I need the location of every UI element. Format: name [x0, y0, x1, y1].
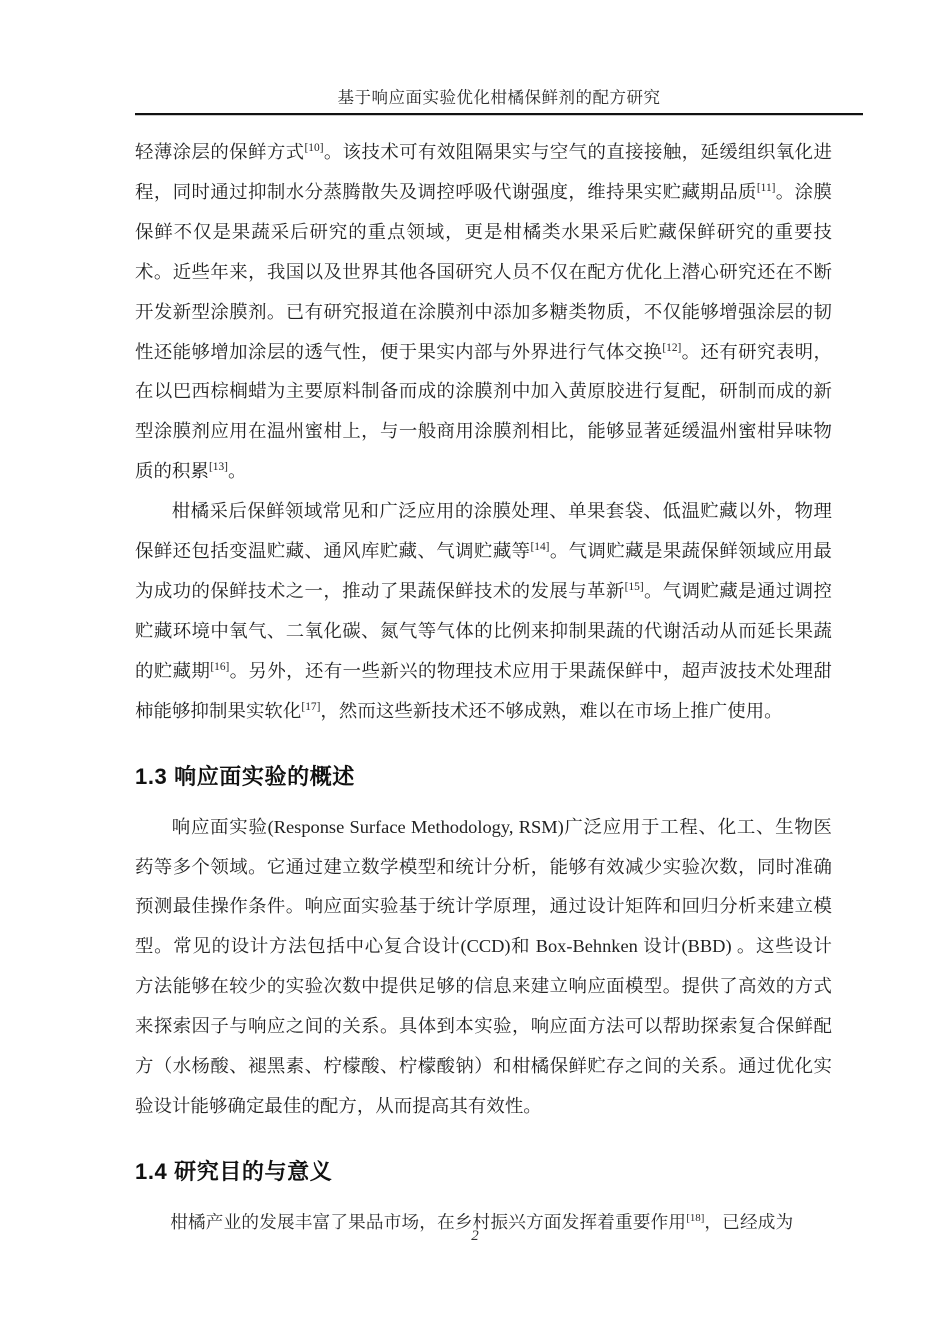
- paragraph-3-latin-rsm: (Response Surface Methodology, RSM): [267, 816, 564, 837]
- page-header: [135, 88, 863, 116]
- citation-ref-13: [13]: [208, 461, 228, 474]
- paragraph-3-text-3: 和: [510, 936, 536, 957]
- spacer-before-heading-1-3: [135, 732, 832, 762]
- paragraph-1-text-2: 。该技术可有效阻隔果实与空气的直接接触，延缓组织氧化进程，同时通过抑制水分蒸腾散失及调控呼吸代谢强度，维持果实贮藏期品质: [135, 142, 833, 202]
- paragraph-3-text-5: 。这些设计方法能够在较少的实验次数中提供足够的信息来建立响应面模型。提供了高效的方式来探索因子与响应之间的关系。具体到本实验，响应面方法可以帮助探索复合保鲜配方（水杨酸、褪黑素、柠檬酸、柠檬酸钠）和柑橘保鲜贮存之间的关系。通过优化实验设计能够确定最佳的配方，从而提高其有效性。: [135, 936, 832, 1116]
- running-title: 基于响应面实验优化柑橘保鲜剂的配方研究: [337, 88, 661, 107]
- paragraph-2-text-3: 。气调贮藏是通过调控贮藏环境中氧气、二氧化碳、氮气等气体的比例来抑制果蔬的代谢活动从而延长果蔬的贮藏期: [135, 580, 832, 681]
- spacer-before-heading-1-4: [135, 1127, 832, 1157]
- heading-section-1-4: 1.4 研究目的与意义: [135, 1158, 333, 1184]
- citation-ref-14: [14]: [530, 540, 550, 553]
- heading-section-1-3: 1.3 响应面实验的概述: [135, 763, 355, 789]
- paragraph-1-text-5: 。: [227, 461, 247, 482]
- paragraph-1-text-1: 轻薄涂层的保鲜方式: [135, 142, 305, 162]
- citation-ref-12: [12]: [662, 341, 682, 354]
- paragraph-3-latin-bbd: (BBD): [681, 936, 732, 957]
- spacer-after-heading-1-4: [135, 1187, 832, 1203]
- paragraph-1-text-4: 。还有研究表明，在以巴西棕榈蜡为主要原料制备而成的涂膜剂中加入黄原胶进行复配，研制而成的新型涂膜剂应用在温州蜜柑上，与一般商用涂膜剂相比，能够显著延缓温州蜜柑异味物质的积累: [135, 341, 832, 482]
- paragraph-2-text-4: 。另外，还有一些新兴的物理技术应用于果蔬保鲜中，超声波技术处理甜柿能够抑制果实软化: [135, 660, 833, 721]
- page-number: 2: [471, 1228, 479, 1244]
- paragraph-3-text-2: 广泛应用于工程、化工、生物医药等多个领域。它通过建立数学模型和统计分析，能够有效减少实验次数，同时准确预测最佳操作条件。响应面实验基于统计学原理，通过设计矩阵和回归分析来建立模型。常见的设计方法包括中心复合设计: [135, 816, 832, 957]
- citation-ref-18: [18]: [686, 1211, 705, 1224]
- citation-ref-17: [17]: [301, 700, 321, 713]
- spacer-after-heading-1-3: [135, 792, 832, 808]
- citation-ref-15: [15]: [624, 580, 644, 593]
- paragraph-2-text-2: 。气调贮藏是果蔬保鲜领域应用最为成功的保鲜技术之一，推动了果蔬保鲜技术的发展与革新: [135, 541, 832, 601]
- paragraph-4-text-2: ，已经成为: [704, 1211, 794, 1232]
- citation-ref-16: [16]: [210, 660, 230, 673]
- paragraph-2-text-5: ，然而这些新技术还不够成熟，难以在市场上推广使用。: [320, 700, 783, 721]
- paragraph-3: [135, 808, 832, 1127]
- header-rule-divider: [135, 113, 863, 116]
- page-body: [135, 133, 832, 1243]
- paragraph-1-text-3: 。涂膜保鲜不仅是果蔬采后研究的重点领域，更是柑橘类水果采后贮藏保鲜研究的重要技术。近些年来，我国以及世界其他各国研究人员不仅在配方优化上潜心研究还在不断开发新型涂膜剂。已有研究报道在涂膜剂中添加多糖类物质，不仅能够增强涂层的韧性还能够增加涂层的透气性，便于果实内部与外界进行气体交换: [135, 181, 832, 362]
- paragraph-1: [135, 133, 832, 492]
- citation-ref-11: [11]: [756, 181, 776, 194]
- citation-ref-10: [10]: [304, 141, 324, 154]
- paragraph-3-text-1: 响应面实验: [171, 816, 268, 837]
- paragraph-3-latin-boxbehnken: Box-Behnken: [535, 936, 638, 957]
- paragraph-3-latin-ccd: (CCD): [460, 936, 511, 957]
- paragraph-2-text-1: 柑橘采后保鲜领域常见和广泛应用的涂膜处理、单果套袋、低温贮藏以外，物理保鲜还包括变温贮藏、通风库贮藏、气调贮藏等: [135, 501, 832, 562]
- paragraph-2: [135, 492, 832, 731]
- paragraph-4-text-1: 柑橘产业的发展丰富了果品市场，在乡村振兴方面发挥着重要作用: [170, 1211, 687, 1232]
- paragraph-3-text-4: 设计: [637, 936, 682, 957]
